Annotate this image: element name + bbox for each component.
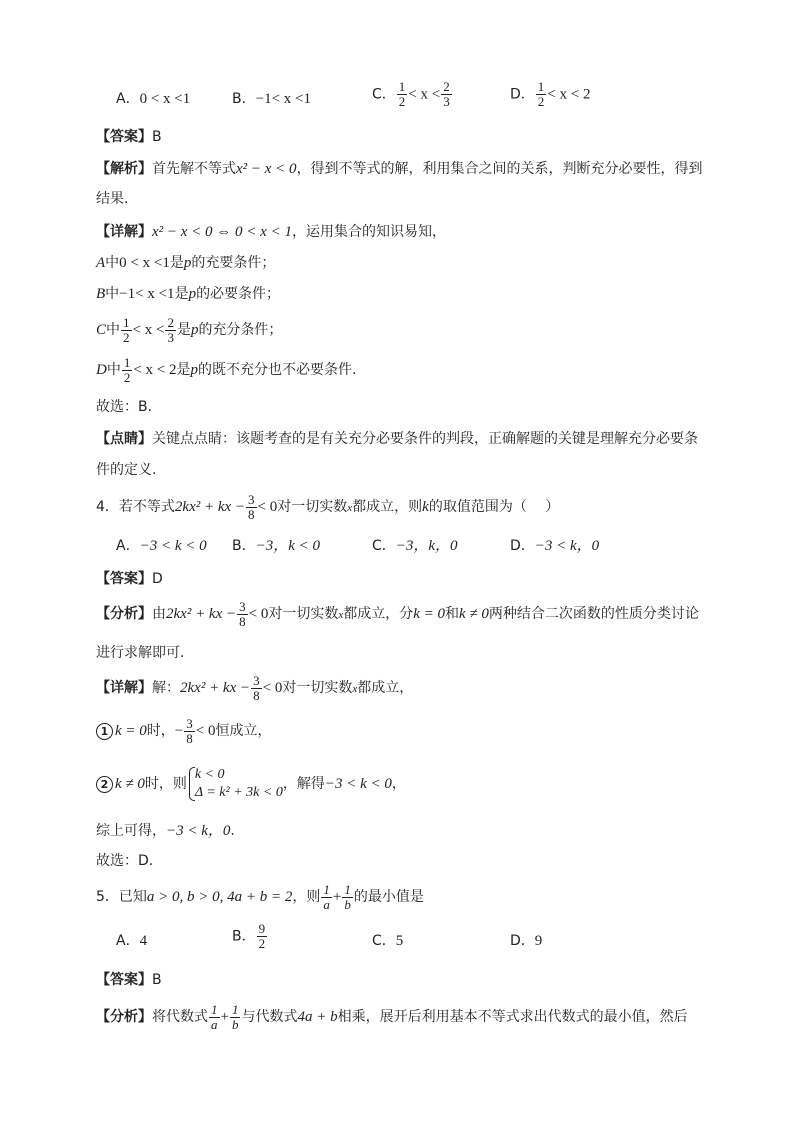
- option-b: [232, 537, 320, 555]
- math: 0 < x <1: [119, 255, 170, 271]
- math: < 0: [257, 499, 278, 515]
- math: k = 0: [115, 723, 147, 739]
- equation-system: [187, 766, 283, 802]
- math: < x < 2: [133, 362, 177, 378]
- text: 5．已知: [96, 889, 147, 905]
- answer-line: [96, 128, 162, 146]
- option-a: [116, 537, 207, 555]
- text: ，: [391, 776, 406, 792]
- math: k = 0: [413, 606, 446, 622]
- answer-line: [96, 570, 163, 588]
- math: p: [188, 286, 197, 302]
- option-label: A．: [116, 933, 140, 949]
- text: 首先解不等式: [152, 161, 236, 177]
- math: < x <: [132, 322, 165, 338]
- math: p: [183, 255, 192, 271]
- text: 关键点点睛：该题考查的是有关充分必要条件的判段，正确解题的关键是理解充分必要条: [152, 431, 698, 447]
- text: 两种结合二次函数的性质分类讨论: [488, 606, 699, 622]
- text: 都成立，分: [343, 606, 414, 622]
- fraction: $\frac{3}{8}$: [186, 715, 193, 746]
- fraction: $\frac{3}{8}$: [239, 598, 246, 629]
- choose-line: [96, 398, 152, 416]
- fraction: $\frac{1}{2}$: [123, 354, 131, 385]
- text: 对一切实数: [277, 499, 348, 515]
- math: +: [220, 1009, 229, 1025]
- question-5-stem: [96, 880, 424, 914]
- option-label: D．: [510, 538, 535, 554]
- answer-tag: 【答案】: [96, 972, 152, 988]
- math: k ≠ 0: [459, 606, 489, 622]
- text: .: [230, 823, 235, 839]
- text: 中: [106, 322, 121, 338]
- detail-line: [96, 671, 413, 706]
- text: 件的定义.: [96, 462, 157, 478]
- option-label: A．: [116, 91, 140, 107]
- math: −3 < k，0: [166, 823, 231, 839]
- option-b: [232, 922, 268, 951]
- option-label: D．: [510, 86, 535, 103]
- math: x: [338, 609, 344, 621]
- option-d: [510, 80, 590, 109]
- text: ，得到不等式的解，利用集合之间的关系，判断充分必要性，得到: [296, 161, 703, 177]
- math: 4a + b: [297, 1009, 338, 1025]
- math: p: [190, 322, 199, 338]
- math: a > 0, b > 0, 4a + b = 2: [146, 889, 293, 905]
- question-4-stem: [96, 490, 559, 525]
- summary-line: [96, 822, 235, 840]
- text: ，则: [292, 889, 321, 905]
- analysis-line: [96, 597, 699, 632]
- point-line: [96, 430, 698, 448]
- text: 是: [174, 286, 189, 302]
- text: ，解得: [282, 776, 325, 792]
- answer-value: B: [152, 129, 162, 145]
- fraction: $\frac{2}{3}$: [167, 314, 174, 345]
- fraction: $\frac{2}{3}$: [443, 79, 450, 109]
- text: 的取值范围为（ ）: [428, 499, 560, 515]
- system-row: k < 0: [194, 767, 225, 782]
- option-b: [232, 90, 311, 108]
- option-expr: < x < 2: [547, 86, 591, 103]
- option-label: B．: [232, 538, 256, 554]
- math: p: [190, 362, 199, 378]
- detail-line: [96, 254, 275, 272]
- choose-line: [96, 852, 153, 870]
- option-expr: 5: [395, 933, 404, 949]
- math: −: [174, 723, 184, 739]
- text: ，运用集合的知识易知，: [291, 224, 446, 240]
- fraction: $\frac{1}{a}$: [323, 881, 330, 912]
- answer-value: B: [152, 972, 162, 988]
- text: 综上可得，: [96, 823, 166, 839]
- math: D: [96, 362, 107, 378]
- text: 4．若不等式: [96, 499, 175, 515]
- math: −1< x <1: [119, 286, 175, 302]
- math: A: [96, 255, 106, 271]
- text: 相乘，展开后利用基本不等式求出代数式的最小值，然后: [337, 1009, 688, 1025]
- point-tag: 【点睛】: [96, 431, 152, 447]
- system-row: Δ = k² + 3k < 0: [194, 785, 283, 800]
- option-expr: −1< x <1: [255, 91, 311, 107]
- math: B: [96, 286, 106, 302]
- text: 都成立，: [357, 680, 414, 696]
- text: 由: [152, 606, 166, 622]
- text: 的最小值是: [353, 889, 424, 905]
- point-line: [96, 461, 156, 479]
- analysis-tag: 【分析】: [96, 1009, 152, 1025]
- option-c: [372, 80, 453, 109]
- fraction: $\frac{1}{b}$: [231, 1001, 239, 1032]
- detail-line: [96, 353, 356, 387]
- text: 故选：B.: [96, 399, 153, 415]
- analysis-line: [96, 644, 184, 662]
- option-d: [510, 932, 542, 950]
- analysis-tag: 【分析】: [96, 606, 152, 622]
- option-expr: −3 < k，0: [534, 538, 600, 554]
- fraction: $\frac{3}{8}$: [248, 491, 255, 522]
- option-label: A．: [116, 538, 140, 554]
- case-1-line: [96, 714, 271, 748]
- math: 2kx² + kx −: [180, 680, 251, 696]
- analysis-line: [96, 190, 128, 208]
- text: 对一切实数: [282, 680, 353, 696]
- option-expr: −3 < k < 0: [139, 538, 207, 554]
- answer-tag: 【答案】: [96, 129, 152, 145]
- option-label: C．: [372, 933, 396, 949]
- detail-tag: 【详解】: [96, 680, 152, 696]
- math: +: [332, 889, 342, 905]
- fraction: $\frac{3}{8}$: [253, 672, 260, 703]
- text: 时，则: [144, 776, 187, 792]
- analysis-line: [96, 160, 703, 178]
- option-c: [372, 932, 403, 950]
- text: 是: [176, 362, 191, 378]
- text: 结果.: [96, 191, 129, 207]
- text: 解：: [152, 680, 180, 696]
- answer-line: [96, 971, 162, 989]
- text: 中: [105, 286, 120, 302]
- math: −3 < k < 0: [324, 776, 392, 792]
- analysis-line: [96, 1000, 688, 1034]
- text: 时，: [146, 723, 175, 739]
- text: 与代数式: [241, 1009, 298, 1025]
- option-d: [510, 537, 599, 555]
- fraction: $\frac{1}{b}$: [344, 881, 351, 912]
- math: C: [96, 322, 107, 338]
- text: 是: [169, 255, 184, 271]
- circled-number: 2: [96, 776, 113, 793]
- option-label: C．: [372, 86, 396, 103]
- option-expr: 9: [534, 933, 543, 949]
- math: 2kx² + kx −: [166, 606, 237, 622]
- fraction: $\frac{9}{2}$: [258, 921, 266, 951]
- option-expr: 4: [139, 933, 148, 949]
- text: 中: [106, 362, 121, 378]
- math: x² − x < 0: [236, 161, 297, 177]
- math: < 0: [195, 723, 216, 739]
- option-label: D．: [510, 933, 535, 949]
- math: x: [352, 683, 358, 695]
- text: 对一切实数: [268, 606, 339, 622]
- text: 中: [105, 255, 120, 271]
- fraction: $\frac{1}{2}$: [537, 79, 545, 109]
- fraction: $\frac{1}{a}$: [211, 1001, 218, 1032]
- math: k: [422, 499, 429, 515]
- math: < 0: [262, 680, 283, 696]
- text: 恒成立，: [215, 723, 272, 739]
- analysis-tag: 【解析】: [96, 161, 152, 177]
- math: k ≠ 0: [115, 776, 145, 792]
- text: 和: [445, 606, 460, 622]
- detail-line: [96, 313, 282, 347]
- text: 的必要条件；: [196, 286, 281, 302]
- text: 的既不充分也不必要条件.: [198, 362, 357, 378]
- math: x² − x < 0 ⇔ 0 < x < 1: [152, 224, 292, 240]
- answer-tag: 【答案】: [96, 571, 152, 587]
- circled-number: 1: [96, 723, 113, 740]
- option-expr: −3，k < 0: [255, 538, 321, 554]
- option-expr: −3，k，0: [395, 538, 458, 554]
- fraction: $\frac{1}{2}$: [398, 79, 406, 109]
- option-a: [116, 932, 147, 950]
- math: x: [347, 502, 353, 514]
- option-expr: 0 < x <1: [139, 91, 191, 107]
- detail-tag: 【详解】: [96, 224, 152, 240]
- text: 进行求解即可.: [96, 645, 185, 661]
- math: < 0: [248, 606, 269, 622]
- option-c: [372, 537, 458, 555]
- option-label: B．: [232, 91, 256, 107]
- text: 是: [176, 322, 191, 338]
- answer-value: D: [152, 571, 163, 587]
- option-label: B．: [232, 928, 256, 945]
- text: 故选：D.: [96, 853, 154, 869]
- detail-line: [96, 285, 280, 303]
- text: 都成立，则: [352, 499, 423, 515]
- fraction: $\frac{1}{2}$: [123, 314, 130, 345]
- case-2-line: [96, 765, 406, 803]
- text: 的充分条件；: [198, 322, 283, 338]
- option-label: C．: [372, 538, 396, 554]
- option-a: [116, 90, 190, 108]
- option-expr: < x <: [408, 86, 441, 103]
- math: 2kx² + kx −: [174, 499, 246, 515]
- text: 将代数式: [152, 1009, 208, 1025]
- detail-line: [96, 223, 446, 241]
- text: 的充要条件；: [191, 255, 276, 271]
